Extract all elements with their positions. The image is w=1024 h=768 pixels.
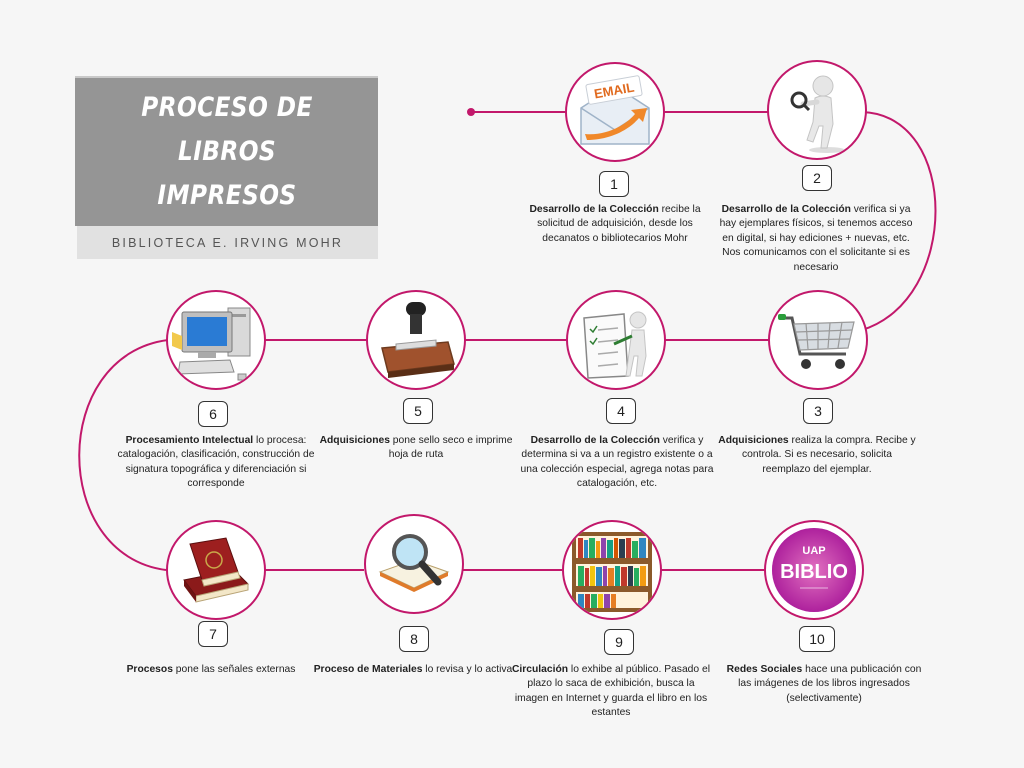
logo-biblio-text: BIBLIO [780, 561, 848, 583]
step-10-description: Redes Sociales hace una publicación con las imágenes de los libros ingresados (selectivamente) [726, 664, 922, 704]
step-number: 3 [803, 398, 833, 424]
page-title: PROCESO DE LIBROS IMPRESOS [140, 92, 313, 211]
step-8-circle [364, 514, 464, 614]
step-number: 2 [802, 165, 832, 191]
subtitle-box [77, 226, 378, 259]
step-7-description: Procesos pone las señales externas [126, 664, 296, 675]
step-3-description: Adquisiciones realiza la compra. Recibe y controla. Si es necesario, solicita reemplazo del ejemplar. [718, 435, 916, 475]
step-number: 8 [399, 626, 429, 652]
step-5-description: Adquisiciones pone sello seco e imprime hoja de ruta [319, 435, 513, 461]
magnifier-book-icon [366, 516, 462, 612]
step-10-circle [764, 520, 864, 620]
logo-uap-text: UAP [802, 545, 826, 557]
page-subtitle: BIBLIOTECA E. IRVING MOHR [111, 235, 344, 250]
step-number: 5 [403, 398, 433, 424]
rubber-stamp-icon [368, 292, 464, 388]
step-8-description: Proceso de Materiales lo revisa y lo activa [313, 664, 513, 675]
magnifier-person-icon [769, 62, 865, 158]
email-icon [567, 64, 663, 160]
step-4-description: Desarrollo de la Colección verifica y determina si va a un registro existente o a una colección especial, agrega notas para catalogación, etc. [520, 435, 714, 490]
computer-icon [168, 292, 264, 388]
checklist-person-icon [568, 292, 664, 388]
step-4-circle [566, 290, 666, 390]
step-number: 6 [198, 401, 228, 427]
step-3-circle [768, 290, 868, 390]
step-number: 10 [799, 626, 835, 652]
step-number: 1 [599, 171, 629, 197]
title-box [75, 76, 378, 226]
step-2-circle [767, 60, 867, 160]
step-2-description: Desarrollo de la Colección verifica si ya hay ejemplares físicos, si tenemos acceso en digital, si hay ediciones + nuevas, etc. Nos comunicamos con el solicitante si es necesario [719, 204, 913, 273]
email-label: EMAIL [592, 79, 636, 102]
uap-biblio-logo [766, 522, 862, 618]
step-6-circle [166, 290, 266, 390]
step-9-description: Circulación lo exhibe al público. Pasado el plazo lo saca de exhibición, busca la imagen en Internet y guarda el libro en los estantes [511, 664, 711, 719]
books-icon [168, 522, 264, 618]
step-7-circle [166, 520, 266, 620]
flow-start-dot [467, 108, 475, 116]
step-1-description: Desarrollo de la Colección recibe la solicitud de adquisición, desde los decanatos o bibliotecarios Mohr [529, 204, 701, 244]
step-1-circle [565, 62, 665, 162]
step-number: 9 [604, 629, 634, 655]
step-number: 7 [198, 621, 228, 647]
step-5-circle [366, 290, 466, 390]
step-6-description: Procesamiento Intelectual lo procesa: catalogación, clasificación, construcción de signatura topográfica y diferenciación si corresponde [117, 435, 315, 490]
step-number: 4 [606, 398, 636, 424]
bookshelf-icon [564, 522, 660, 618]
step-9-circle [562, 520, 662, 620]
shopping-cart-icon [770, 292, 866, 388]
